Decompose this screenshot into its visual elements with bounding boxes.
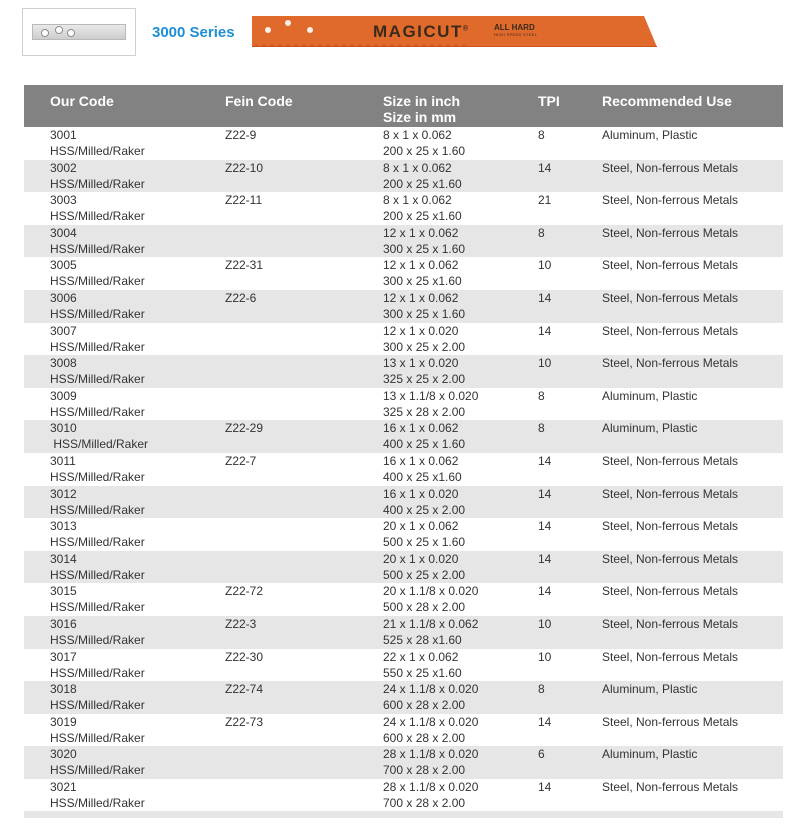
cell-our-code xyxy=(50,714,145,746)
cell-recommended-use: Steel, Non-ferrous Metals xyxy=(602,258,739,273)
cell-size xyxy=(383,323,465,355)
cell-our-code xyxy=(50,681,145,713)
size-inch: 13 x 1.1/8 x 0.020 xyxy=(383,388,479,403)
product-type: HSS/Milled/Raker xyxy=(50,176,145,191)
product-type: HSS/Milled/Raker xyxy=(50,437,149,452)
cell-our-code xyxy=(50,388,145,420)
cell-fein-code: Z22-7 xyxy=(225,453,257,468)
cell-recommended-use: Aluminum, Plastic xyxy=(602,421,698,436)
cell-tpi: 14 xyxy=(538,584,552,599)
size-mm: 200 x 25 x 1.60 xyxy=(383,144,466,158)
cell-tpi: 10 xyxy=(538,258,552,273)
cell-recommended-use: Steel, Non-ferrous Metals xyxy=(602,453,739,468)
size-mm: 200 x 25 x1.60 xyxy=(383,209,462,224)
cell-size xyxy=(383,649,462,681)
cell-size xyxy=(383,746,478,778)
blade-thumbnail-icon xyxy=(32,24,126,40)
cell-recommended-use: Steel, Non-ferrous Metals xyxy=(602,714,739,729)
product-type: HSS/Milled/Raker xyxy=(50,241,145,256)
cell-recommended-use: Steel, Non-ferrous Metals xyxy=(602,584,739,599)
cell-tpi: 14 xyxy=(538,453,552,468)
size-inch: 12 x 1 x 0.020 xyxy=(383,323,459,338)
size-mm: 700 x 28 x 2.00 xyxy=(383,763,466,778)
cell-size xyxy=(383,192,462,224)
product-code: 3016 xyxy=(50,616,77,631)
product-type: HSS/Milled/Raker xyxy=(50,600,145,615)
size-inch: 28 x 1.1/8 x 0.020 xyxy=(383,779,479,794)
cell-our-code xyxy=(50,323,145,355)
table-row xyxy=(24,420,783,453)
product-code: 3015 xyxy=(50,584,77,599)
size-mm: 400 x 25 x 1.60 xyxy=(383,437,466,452)
cell-recommended-use: Steel, Non-ferrous Metals xyxy=(602,616,739,631)
cell-size xyxy=(383,551,465,583)
size-mm: 300 x 25 x 1.60 xyxy=(383,241,466,256)
size-inch: 16 x 1 x 0.062 xyxy=(383,421,459,436)
cell-size xyxy=(383,160,462,192)
cell-recommended-use: Steel, Non-ferrous Metals xyxy=(602,193,739,208)
size-mm: 300 x 25 x 2.00 xyxy=(383,339,466,354)
cell-our-code xyxy=(50,746,145,778)
table-row xyxy=(24,355,783,388)
cell-size xyxy=(383,388,478,420)
size-mm: 500 x 25 x 1.60 xyxy=(383,535,466,550)
cell-size xyxy=(383,583,478,615)
cell-our-code xyxy=(50,127,145,159)
cell-our-code xyxy=(50,420,148,452)
cell-our-code xyxy=(50,551,145,583)
cell-size xyxy=(383,681,478,713)
cell-tpi: 14 xyxy=(538,323,552,338)
cell-size xyxy=(383,453,462,485)
product-type: HSS/Milled/Raker xyxy=(50,795,145,810)
cell-tpi: 8 xyxy=(538,682,545,697)
size-inch: 12 x 1 x 0.062 xyxy=(383,258,459,273)
product-type: HSS/Milled/Raker xyxy=(50,730,145,745)
cell-size xyxy=(383,486,465,518)
cell-recommended-use: Steel, Non-ferrous Metals xyxy=(602,290,739,305)
product-code: 3009 xyxy=(50,388,77,403)
header-size-inch: Size in inch xyxy=(383,93,461,109)
cell-tpi: 10 xyxy=(538,616,552,631)
product-type: HSS/Milled/Raker xyxy=(50,306,145,321)
product-code: 3020 xyxy=(50,747,77,762)
table-row xyxy=(24,388,783,421)
size-mm: 400 x 25 x1.60 xyxy=(383,469,462,484)
product-type: HSS/Milled/Raker xyxy=(50,274,145,289)
product-code: 3014 xyxy=(50,551,77,566)
size-mm: 550 x 25 x1.60 xyxy=(383,665,462,680)
cell-our-code xyxy=(50,649,145,681)
cell-tpi: 14 xyxy=(538,519,552,534)
cell-recommended-use: Steel, Non-ferrous Metals xyxy=(602,649,739,664)
product-type: HSS/Milled/Raker xyxy=(50,502,145,517)
cell-tpi: 6 xyxy=(538,747,545,762)
product-type: HSS/Milled/Raker xyxy=(50,698,145,713)
cell-tpi: 21 xyxy=(538,193,552,208)
size-inch: 22 x 1 x 0.062 xyxy=(383,649,459,664)
size-inch: 16 x 1 x 0.062 xyxy=(383,453,459,468)
size-mm: 400 x 25 x 2.00 xyxy=(383,502,466,517)
cell-fein-code: Z22-73 xyxy=(225,714,264,729)
product-type: HSS/Milled/Raker xyxy=(50,567,145,582)
table-row xyxy=(24,323,783,356)
product-code: 3018 xyxy=(50,682,77,697)
cell-recommended-use: Steel, Non-ferrous Metals xyxy=(602,779,739,794)
cell-recommended-use: Steel, Non-ferrous Metals xyxy=(602,160,739,175)
size-mm: 325 x 25 x 2.00 xyxy=(383,372,466,387)
cell-fein-code: Z22-30 xyxy=(225,649,264,664)
cell-tpi: 8 xyxy=(538,388,545,403)
cell-our-code xyxy=(50,225,145,257)
product-type: HSS/Milled/Raker xyxy=(50,339,145,354)
product-type: HSS/Milled/Raker xyxy=(50,209,145,224)
size-inch: 12 x 1 x 0.062 xyxy=(383,290,459,305)
size-inch: 20 x 1.1/8 x 0.020 xyxy=(383,584,479,599)
cell-recommended-use: Steel, Non-ferrous Metals xyxy=(602,356,739,371)
size-inch: 13 x 1 x 0.020 xyxy=(383,356,459,371)
header-size-mm: Size in mm xyxy=(383,109,457,125)
product-code: 3007 xyxy=(50,323,77,338)
size-inch: 8 x 1 x 0.062 xyxy=(383,160,452,175)
cell-recommended-use: Steel, Non-ferrous Metals xyxy=(602,225,739,240)
table-row xyxy=(24,225,783,258)
header-our-code: Our Code xyxy=(50,93,114,109)
cell-tpi: 10 xyxy=(538,649,552,664)
product-code: 3004 xyxy=(50,225,77,240)
cell-our-code xyxy=(50,160,145,192)
cell-size xyxy=(383,714,478,746)
size-inch: 24 x 1.1/8 x 0.020 xyxy=(383,714,479,729)
cell-our-code xyxy=(50,583,145,615)
cell-size xyxy=(383,257,462,289)
product-code: 3012 xyxy=(50,486,77,501)
cell-size xyxy=(383,355,465,387)
cell-recommended-use: Aluminum, Plastic xyxy=(602,682,698,697)
brand-tagline: ALL HARD HIGH SPEED STEEL xyxy=(494,23,538,37)
product-code: 3021 xyxy=(50,779,77,794)
cell-tpi: 14 xyxy=(538,714,552,729)
cell-tpi: 14 xyxy=(538,551,552,566)
cell-our-code xyxy=(50,486,145,518)
table-row xyxy=(24,616,783,649)
cell-our-code xyxy=(50,290,145,322)
table-row xyxy=(24,518,783,551)
header-recommended-use: Recommended Use xyxy=(602,93,732,109)
size-inch: 20 x 1 x 0.020 xyxy=(383,551,459,566)
cell-our-code xyxy=(50,518,145,550)
cell-recommended-use: Steel, Non-ferrous Metals xyxy=(602,323,739,338)
table-row xyxy=(24,160,783,193)
size-inch: 16 x 1 x 0.020 xyxy=(383,486,459,501)
table-row xyxy=(24,257,783,290)
product-code: 3008 xyxy=(50,356,77,371)
cell-our-code xyxy=(50,355,145,387)
table-footer-strip xyxy=(24,811,783,818)
header-tpi: TPI xyxy=(538,93,560,109)
product-type: HSS/Milled/Raker xyxy=(50,535,145,550)
cell-size xyxy=(383,127,465,159)
brand-logo: MAGICUT® xyxy=(373,22,470,41)
size-inch: 12 x 1 x 0.062 xyxy=(383,225,459,240)
size-mm: 700 x 28 x 2.00 xyxy=(383,795,466,810)
size-mm: 600 x 28 x 2.00 xyxy=(383,730,466,745)
cell-fein-code: Z22-11 xyxy=(225,193,263,208)
product-type: HSS/Milled/Raker xyxy=(50,372,145,387)
size-inch: 8 x 1 x 0.062 xyxy=(383,193,452,208)
cell-tpi: 10 xyxy=(538,356,552,371)
size-mm: 500 x 28 x 2.00 xyxy=(383,600,466,615)
cell-recommended-use: Steel, Non-ferrous Metals xyxy=(602,519,739,534)
cell-tpi: 14 xyxy=(538,779,552,794)
product-code: 3003 xyxy=(50,193,77,208)
product-code: 3017 xyxy=(50,649,77,664)
product-code: 3002 xyxy=(50,160,77,175)
product-code: 3013 xyxy=(50,519,77,534)
table-row xyxy=(24,746,783,779)
series-title: 3000 Series xyxy=(152,24,235,41)
cell-fein-code: Z22-3 xyxy=(225,616,257,631)
cell-tpi: 8 xyxy=(538,421,545,436)
cell-tpi: 8 xyxy=(538,225,545,240)
cell-fein-code: Z22-31 xyxy=(225,258,264,273)
table-row xyxy=(24,681,783,714)
product-type: HSS/Milled/Raker xyxy=(50,469,145,484)
cell-recommended-use: Aluminum, Plastic xyxy=(602,388,698,403)
product-type: HSS/Milled/Raker xyxy=(50,763,145,778)
cell-fein-code: Z22-29 xyxy=(225,421,264,436)
product-table xyxy=(24,85,783,818)
product-code: 3006 xyxy=(50,290,77,305)
size-mm: 500 x 25 x 2.00 xyxy=(383,567,466,582)
size-inch: 21 x 1.1/8 x 0.062 xyxy=(383,616,479,631)
table-row xyxy=(24,714,783,747)
cell-recommended-use: Steel, Non-ferrous Metals xyxy=(602,551,739,566)
table-row xyxy=(24,486,783,519)
cell-size xyxy=(383,290,465,322)
cell-fein-code: Z22-10 xyxy=(225,160,264,175)
cell-fein-code: Z22-9 xyxy=(225,128,257,142)
cell-size xyxy=(383,225,465,257)
cell-tpi: 14 xyxy=(538,160,552,175)
mounting-hole-icon xyxy=(67,29,75,37)
cell-tpi: 14 xyxy=(538,486,552,501)
cell-tpi: 8 xyxy=(538,128,545,142)
table-row xyxy=(24,290,783,323)
size-inch: 8 x 1 x 0.062 xyxy=(383,128,452,142)
cell-size xyxy=(383,616,478,648)
cell-fein-code: Z22-72 xyxy=(225,584,264,599)
product-thumbnail xyxy=(22,8,136,56)
cell-our-code xyxy=(50,616,145,648)
size-mm: 300 x 25 x 1.60 xyxy=(383,306,466,321)
table-row xyxy=(24,649,783,682)
cell-recommended-use: Aluminum, Plastic xyxy=(602,128,698,142)
header-fein-code: Fein Code xyxy=(225,93,293,109)
product-type: HSS/Milled/Raker xyxy=(50,665,145,680)
table-row xyxy=(24,779,783,812)
cell-fein-code: Z22-6 xyxy=(225,290,257,305)
product-code: 3005 xyxy=(50,258,77,273)
cell-our-code xyxy=(50,779,145,811)
table-row xyxy=(24,127,783,160)
product-code: 3010 xyxy=(50,421,77,436)
size-inch: 28 x 1.1/8 x 0.020 xyxy=(383,747,479,762)
product-code: 3011 xyxy=(50,453,76,468)
table-row xyxy=(24,192,783,225)
cell-recommended-use: Aluminum, Plastic xyxy=(602,747,698,762)
header-size xyxy=(383,93,460,125)
product-type: HSS/Milled/Raker xyxy=(50,144,145,158)
size-mm: 525 x 28 x1.60 xyxy=(383,632,462,647)
cell-tpi: 14 xyxy=(538,290,552,305)
table-row xyxy=(24,453,783,486)
cell-size xyxy=(383,518,465,550)
cell-recommended-use: Steel, Non-ferrous Metals xyxy=(602,486,739,501)
table-row xyxy=(24,551,783,584)
size-mm: 325 x 28 x 2.00 xyxy=(383,404,466,419)
size-inch: 24 x 1.1/8 x 0.020 xyxy=(383,682,479,697)
cell-size xyxy=(383,779,478,811)
cell-fein-code: Z22-74 xyxy=(225,682,264,697)
product-type: HSS/Milled/Raker xyxy=(50,404,145,419)
cell-our-code xyxy=(50,192,145,224)
size-mm: 200 x 25 x1.60 xyxy=(383,176,462,191)
cell-our-code xyxy=(50,453,145,485)
table-row xyxy=(24,583,783,616)
table-body xyxy=(24,127,783,811)
product-type: HSS/Milled/Raker xyxy=(50,632,145,647)
size-mm: 300 x 25 x1.60 xyxy=(383,274,462,289)
cell-size xyxy=(383,420,465,452)
mounting-hole-icon xyxy=(41,29,49,37)
product-code: 3019 xyxy=(50,714,77,729)
table-header xyxy=(24,85,783,127)
cell-our-code xyxy=(50,257,145,289)
product-code: 3001 xyxy=(50,128,77,142)
mounting-hole-icon xyxy=(55,26,63,34)
size-mm: 600 x 28 x 2.00 xyxy=(383,698,466,713)
size-inch: 20 x 1 x 0.062 xyxy=(383,519,459,534)
